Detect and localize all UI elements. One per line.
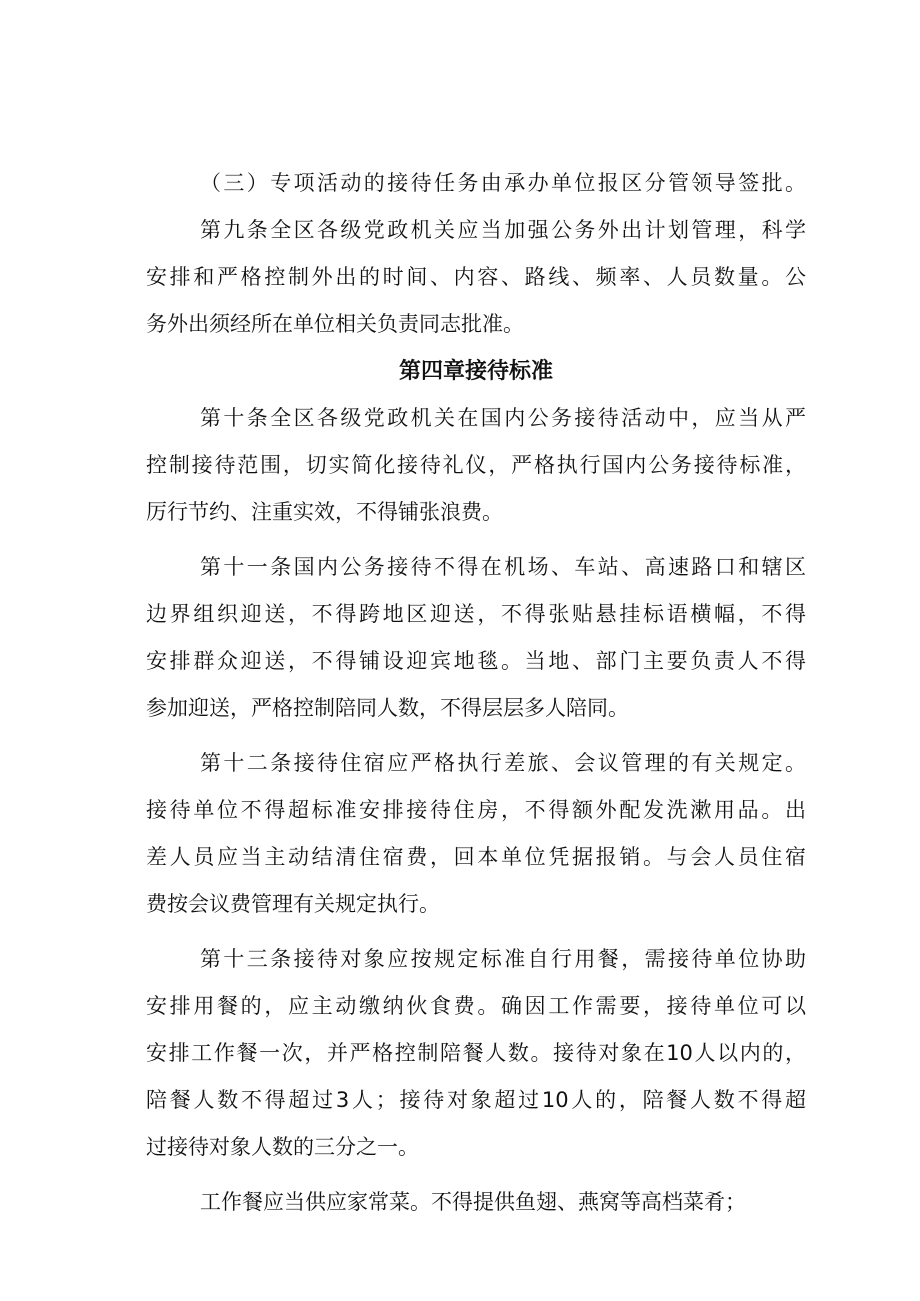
paragraph-line: 差人员应当主动结清住宿费，回本单位凭据报销。与会人员住宿 [146, 845, 806, 869]
article-12-paragraph [146, 740, 806, 928]
paragraph-gap [146, 732, 806, 740]
item-3-paragraph [146, 160, 806, 207]
paragraph-line: 安排工作餐一次，并严格控制陪餐人数。接待对象在10人以内的， [146, 1041, 806, 1065]
paragraph-line: 第九条全区各级党政机关应当加强公务外出计划管理，科学 [200, 218, 806, 242]
paragraph-line: 边界组织迎送，不得跨地区迎送，不得张贴悬挂标语横幅，不得 [146, 602, 806, 626]
paragraph-gap [146, 928, 806, 936]
paragraph-line: 第十条全区各级党政机关在国内公务接待活动中，应当从严 [200, 406, 806, 430]
paragraph-line: 第十一条国内公务接待不得在机场、车站、高速路口和辖区 [200, 555, 806, 579]
paragraph-line: 务外出须经所在单位相关负责同志批准。 [146, 312, 524, 336]
paragraph-line: 第十二条接待住宿应严格执行差旅、会议管理的有关规定。 [200, 751, 806, 775]
paragraph-line: 安排用餐的，应主动缴纳伙食费。确因工作需要，接待单位可以 [146, 994, 806, 1018]
paragraph-line: 接待单位不得超标准安排接待住房，不得额外配发洗漱用品。出 [146, 798, 806, 822]
article-10-paragraph [146, 395, 806, 536]
paragraph-line: 安排群众迎送，不得铺设迎宾地毯。当地、部门主要负责人不得 [146, 649, 806, 673]
paragraph-line: 陪餐人数不得超过3人；接待对象超过10人的，陪餐人数不得超 [146, 1088, 806, 1112]
paragraph-line: 安排和严格控制外出的时间、内容、路线、频率、人员数量。公 [146, 265, 806, 289]
paragraph-line: 第十三条接待对象应按规定标准自行用餐，需接待单位协助 [200, 947, 806, 971]
paragraph-line: 费按会议费管理有关规定执行。 [146, 892, 440, 916]
paragraph-gap [146, 1171, 806, 1179]
paragraph-line: 过接待对象人数的三分之一。 [146, 1135, 419, 1159]
paragraph-line: 工作餐应当供应家常菜。不得提供鱼翅、燕窝等高档菜肴； [200, 1190, 746, 1214]
work-meal-paragraph [146, 1179, 806, 1226]
paragraph-gap [146, 536, 806, 544]
paragraph-line: （三）专项活动的接待任务由承办单位报区分管领导签批。 [200, 171, 806, 195]
article-13-paragraph [146, 936, 806, 1171]
paragraph-line: 厉行节约、注重实效，不得铺张浪费。 [146, 500, 503, 524]
paragraph-line: 参加迎送，严格控制陪同人数，不得层层多人陪同。 [146, 696, 629, 720]
paragraph-line: 控制接待范围，切实简化接待礼仪，严格执行国内公务接待标准， [146, 453, 806, 477]
article-9-paragraph [146, 207, 806, 348]
article-11-paragraph [146, 544, 806, 732]
chapter-4-title: 第四章接待标准 [398, 359, 553, 384]
document-body [146, 160, 806, 1226]
